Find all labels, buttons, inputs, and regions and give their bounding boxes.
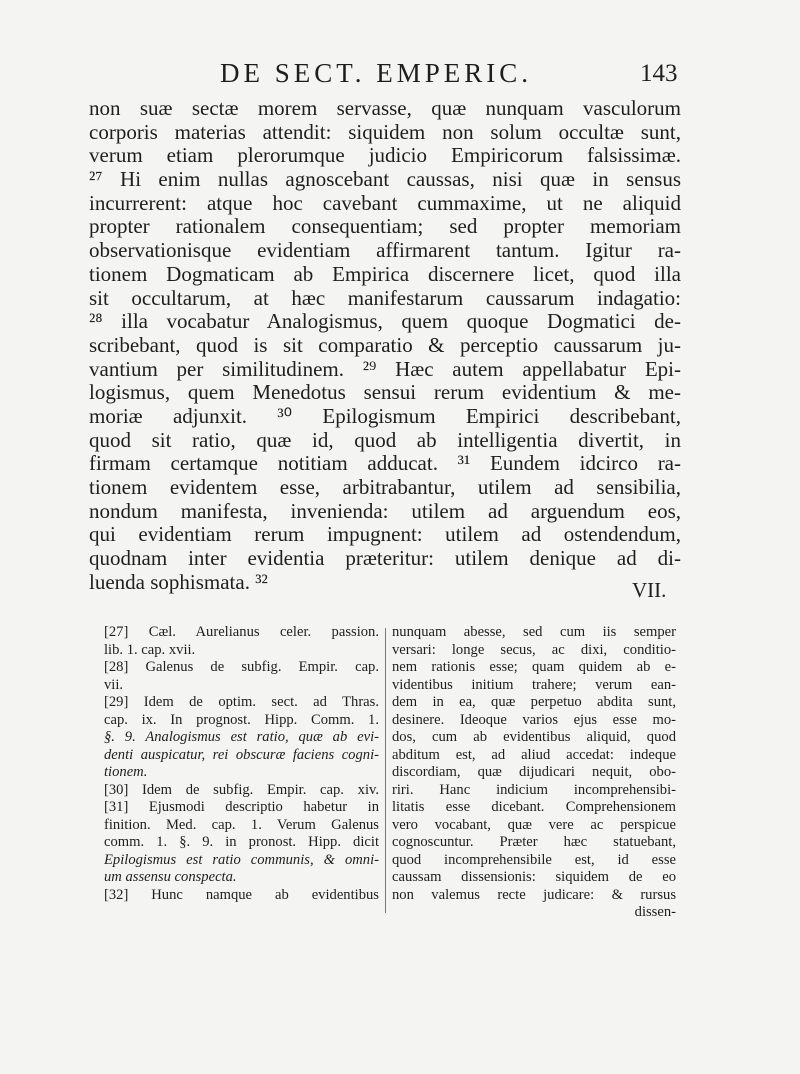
- page-number: 143: [640, 60, 678, 87]
- footnote-line: quod incomprehensibile est, id esse: [392, 851, 676, 868]
- text-line: verum etiam plerorumque judicio Empiricorum falsissimæ.: [89, 144, 681, 168]
- footnotes-right-column: [392, 624, 676, 922]
- catchword: VII.: [632, 578, 667, 602]
- footnote-line: litatis esse dicebant. Comprehensionem: [392, 799, 676, 815]
- text-line: moriæ adjunxit. ³⁰ Epilogismum Empirici describebant,: [89, 404, 681, 428]
- footnote-line: dissen-: [634, 904, 676, 920]
- footnote-line: tionem.: [104, 764, 148, 780]
- footnote-line: nunquam abesse, sed cum iis semper: [392, 624, 676, 640]
- footnote-line: dem in ea, quæ perpetuo abdita sunt,: [392, 694, 676, 710]
- footnote-line: vero vocabant, quæ vere ac perspicue: [392, 816, 676, 833]
- footnote-line: nem rationis esse; quam quidem ab e-: [392, 659, 676, 675]
- footnote-line: [28] Galenus de subfig. Empir. cap.: [104, 659, 379, 675]
- text-line: logismus, quem Menedotus sensui rerum evidentium & me-: [89, 381, 681, 405]
- text-line: scribebant, quod is sit comparatio & perceptio caussarum ju-: [89, 333, 681, 357]
- text-line: quodnam inter evidentia præteritur: utilem denique ad di-: [89, 547, 681, 571]
- footnote-line: versari: longe secus, ac dixi, conditio-: [392, 641, 676, 658]
- footnote-line: cap. ix. In prognost. Hipp. Comm. 1.: [104, 711, 379, 728]
- text-line: non suæ sectæ morem servasse, quæ nunquam vasculorum: [89, 97, 681, 120]
- footnote-line: [27] Cæl. Aurelianus celer. passion.: [104, 624, 379, 640]
- footnote-line: [30] Idem de subfig. Empir. cap. xiv.: [104, 781, 379, 798]
- footnote-line: caussam dissensionis: siquidem de eo: [392, 869, 676, 885]
- main-text-block: [89, 97, 681, 594]
- footnote-line: comm. 1. §. 9. in pronost. Hipp. dicit: [104, 834, 379, 850]
- text-line: incurrerent: atque hoc cavebant cummaxime, ut ne aliquid: [89, 191, 681, 215]
- footnote-line: discordiam, quæ dijudicari nequit, obo-: [392, 764, 676, 780]
- text-line: corporis materias attendit: siquidem non solum occultæ sunt,: [89, 120, 681, 144]
- text-line: qui evidentiam rerum impugnent: utilem ad ostendendum,: [89, 523, 681, 547]
- footnote-line: Epilogismus est ratio communis, & omni-: [104, 851, 379, 868]
- text-line: tionem Dogmaticam ab Empirica discernere licet, quod illa: [89, 262, 681, 286]
- footnote-line: abditum est, ad aliud accedat: indeque: [392, 746, 676, 763]
- running-head: DE SECT. EMPERIC.: [220, 58, 533, 88]
- text-line: luenda sophismata. ³²: [89, 570, 268, 594]
- text-line: tionem evidentem esse, arbitrabantur, utilem ad sensibilia,: [89, 476, 681, 499]
- footnote-line: cognoscuntur. Præter hæc statuebant,: [392, 834, 676, 850]
- footnote-line: videntibus initium trahere; verum ean-: [392, 676, 676, 693]
- footnote-line: desinere. Ideoque varios ejus esse mo-: [392, 711, 676, 728]
- footnote-line: §. 9. Analogismus est ratio, quæ ab evi-: [104, 729, 379, 745]
- footnote-line: [31] Ejusmodi descriptio habetur in: [104, 799, 379, 815]
- footnote-line: dos, cum ab evidentibus aliquid, quod: [392, 729, 676, 745]
- footnote-line: finition. Med. cap. 1. Verum Galenus: [104, 816, 379, 833]
- footnote-line: non valemus recte judicare: & rursus: [392, 886, 676, 903]
- footnote-line: riri. Hanc indicium incomprehensibi-: [392, 781, 676, 798]
- text-line: sit occultarum, at hæc manifestarum caussarum indagatio:: [89, 286, 681, 310]
- text-line: nondum manifesta, invenienda: utilem ad arguendum eos,: [89, 499, 681, 523]
- text-line: firmam certamque notitiam adducat. ³¹ Eundem idcirco ra-: [89, 452, 681, 476]
- footnote-line: denti auspicatur, rei obscuræ faciens cogni-: [104, 746, 379, 763]
- footnote-line: um assensu conspecta.: [104, 869, 237, 885]
- text-line: propter rationalem consequentiam; sed propter memoriam: [89, 215, 681, 239]
- text-line: ²⁷ Hi enim nullas agnoscebant caussas, nisi quæ in sensus: [89, 168, 681, 192]
- footnote-line: vii.: [104, 676, 124, 693]
- text-line: ²⁸ illa vocabatur Analogismus, quem quoque Dogmatici de-: [89, 310, 681, 334]
- text-line: vantium per similitudinem. ²⁹ Hæc autem appellabatur Epi-: [89, 357, 681, 381]
- footnote-line: [32] Hunc namque ab evidentibus: [104, 886, 379, 903]
- footnotes-left-column: [104, 624, 379, 904]
- text-line: observationisque evidentiam affirmarent tantum. Igitur ra-: [89, 239, 681, 263]
- footnote-line: lib. 1. cap. xvii.: [104, 641, 196, 658]
- footnote-line: [29] Idem de optim. sect. ad Thras.: [104, 694, 379, 710]
- column-divider: [385, 628, 386, 913]
- text-line: quod sit ratio, quæ id, quod ab intelligentia divertit, in: [89, 428, 681, 452]
- page-header: [0, 58, 800, 88]
